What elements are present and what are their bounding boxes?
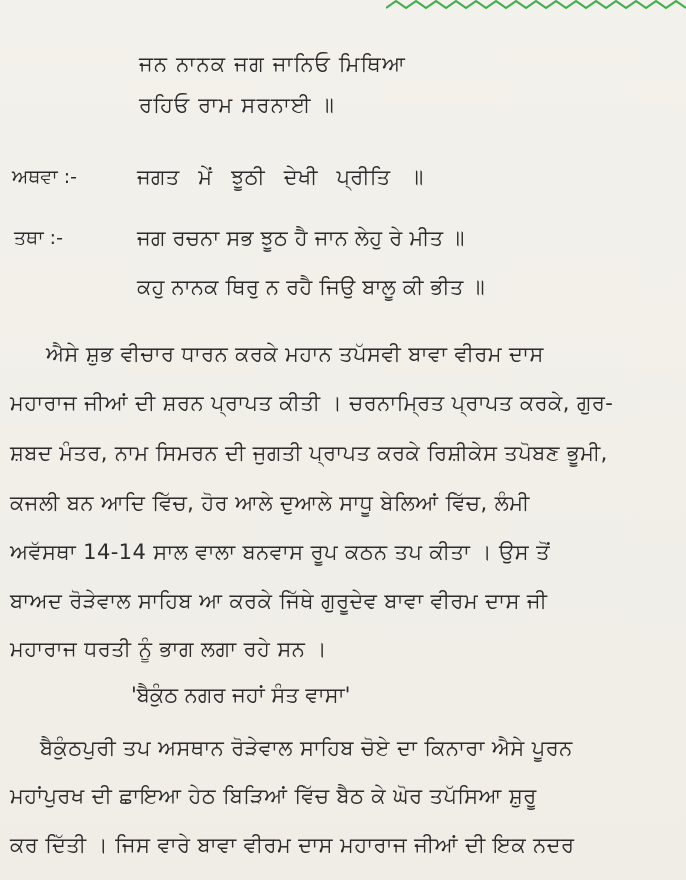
paragraph-line: ਕਜਲੀ ਬਨ ਆਦਿ ਵਿੱਚ, ਹੋਰ ਆਲੇ ਦੁਆਲੇ ਸਾਧੂ ਬੇਲਿਆਂ ਵਿੱਚ, ਲੰਮੀ: [10, 491, 530, 515]
paragraph-line: ਮਹਾਰਾਜ ਧਰਤੀ ਨੂੰ ਭਾਗ ਲਗਾ ਰਹੇ ਸਨ ।: [10, 637, 327, 661]
decorative-border: [386, 0, 686, 10]
section-heading: 'ਬੈਕੁੰਠ ਨਗਰ ਜਹਾਂ ਸੰਤ ਵਾਸਾ': [131, 683, 351, 707]
paragraph-line: ਮਹਾਰਾਜ ਜੀਆਂ ਦੀ ਸ਼ਰਨ ਪ੍ਰਾਪਤ ਕੀਤੀ । ਚਰਨਾਮ੍ਰਿਤ ਪ੍ਰਾਪਤ ਕਰਕੇ, ਗੁਰ-: [10, 391, 614, 415]
paragraph-line: ਅਵੱਸਥਾ 14-14 ਸਾਲ ਵਾਲਾ ਬਨਵਾਸ ਰੂਪ ਕਠਨ ਤਪ ਕੀਤਾ । ਉਸ ਤੋਂ: [10, 540, 550, 564]
paragraph-line: ਮਹਾਂਪੁਰਖ ਦੀ ਛਾਇਆ ਹੇਠ ਬਿੜਿਆਂ ਵਿੱਚ ਬੈਠ ਕੇ ਘੋਰ ਤਪੱਸਿਆ ਸ਼ੁਰੂ: [10, 784, 537, 808]
label-athva: ਅਥਵਾ :-: [12, 166, 78, 188]
paragraph-line: ਐਸੇ ਸ਼ੁਭ ਵੀਚਾਰ ਧਾਰਨ ਕਰਕੇ ਮਹਾਨ ਤਪੱਸਵੀ ਬਾਵਾ ਵੀਰਮ ਦਾਸ: [46, 342, 544, 366]
verse-3: ਕਹੁ ਨਾਨਕ ਥਿਰੁ ਨ ਰਹੈ ਜਿਉ ਬਾਲੂ ਕੀ ਭੀਤ ॥: [137, 275, 485, 299]
paragraph-line: ਬਾਅਦ ਰੋੜੇਵਾਲ ਸਾਹਿਬ ਆ ਕਰਕੇ ਜਿੱਥੇ ਗੁਰੂਦੇਵ ਬਾਵਾ ਵੀਰਮ ਦਾਸ ਜੀ: [10, 589, 548, 613]
quote-line-1: ਜਨ ਨਾਨਕ ਜਗ ਜਾਨਿਓ ਮਿਥਿਆ: [139, 52, 406, 76]
label-tatha: ਤਥਾ :-: [14, 227, 63, 249]
paragraph-line: ਸ਼ਬਦ ਮੰਤਰ, ਨਾਮ ਸਿਮਰਨ ਦੀ ਜੁਗਤੀ ਪ੍ਰਾਪਤ ਕਰਕੇ ਰਿਸ਼ੀਕੇਸ ਤਪੋਬਣ ਭੂਮੀ,: [10, 441, 608, 465]
quote-line-2: ਰਹਿਓ ਰਾਮ ਸਰਨਾਈ ॥: [139, 93, 335, 117]
verse-2: ਜਗ ਰਚਨਾ ਸਭ ਝੂਠ ਹੈ ਜਾਨ ਲੇਹੁ ਰੇ ਮੀਤ ॥: [137, 226, 465, 250]
verse-1: ਜਗਤ ਮੇਂ ਝੂਠੀ ਦੇਖੀ ਪ੍ਰੀਤਿ ॥: [137, 165, 424, 189]
paragraph-line: ਬੈਕੁੰਠਪੁਰੀ ਤਪ ਅਸਥਾਨ ਰੋੜੇਵਾਲ ਸਾਹਿਬ ਚੋਏ ਦਾ ਕਿਨਾਰਾ ਐਸੇ ਪੂਰਨ: [40, 736, 573, 760]
paragraph-line: ਕਰ ਦਿੱਤੀ । ਜਿਸ ਵਾਰੇ ਬਾਵਾ ਵੀਰਮ ਦਾਸ ਮਹਾਰਾਜ ਜੀਆਂ ਦੀ ਇਕ ਨਦਰ: [10, 833, 575, 857]
